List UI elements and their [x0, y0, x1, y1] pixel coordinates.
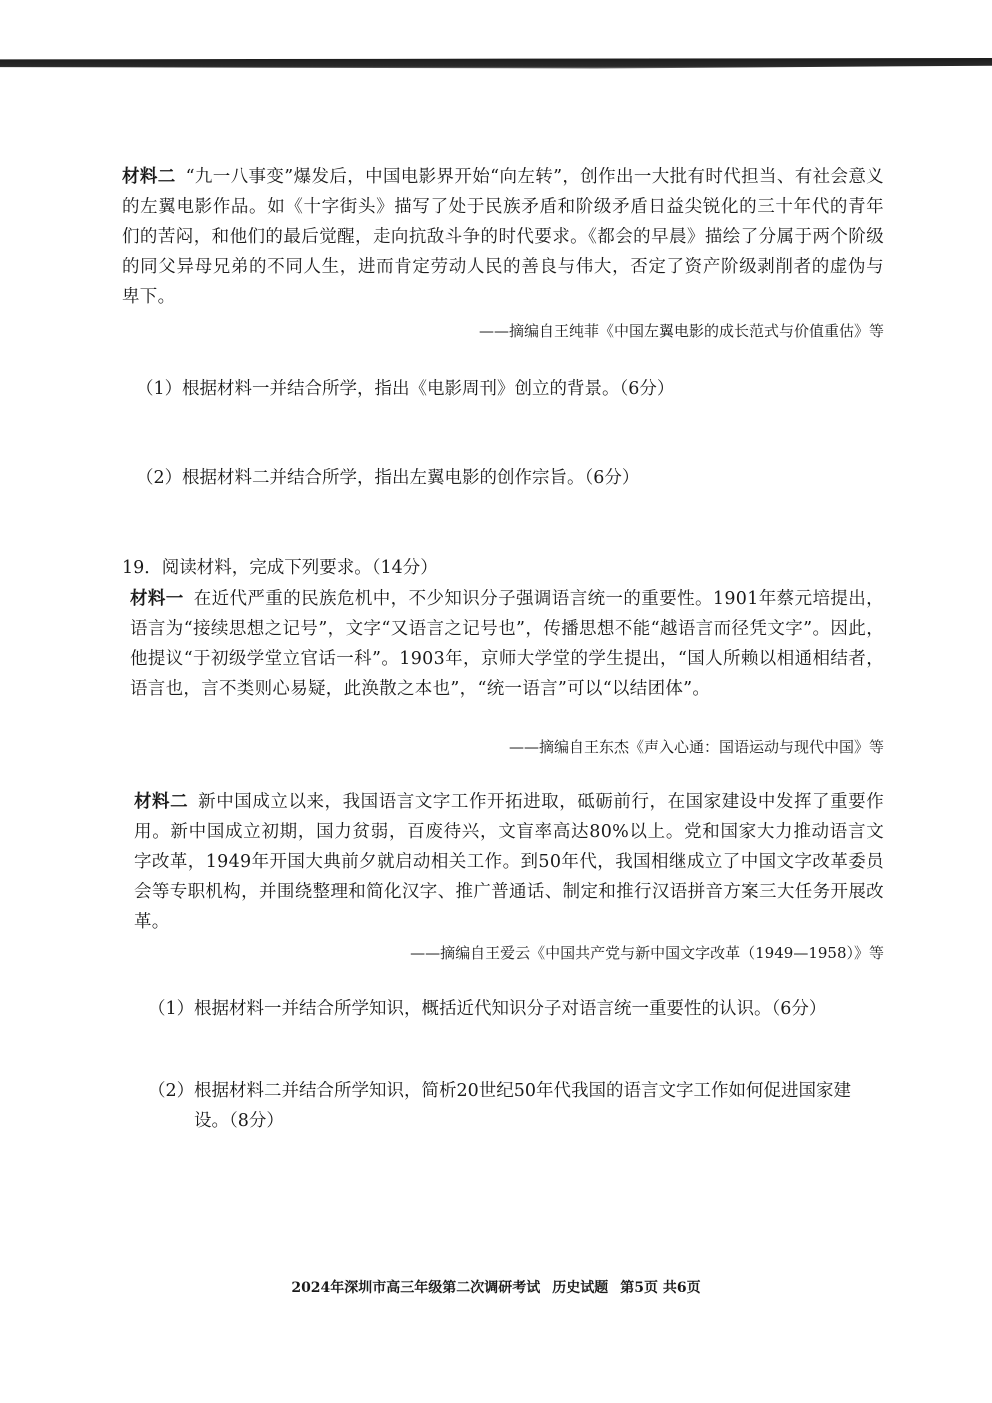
- subject-name: 历史试题: [552, 1280, 609, 1296]
- material-text: 新中国成立以来，我国语言文字工作开拓进取，砥砺前行，在国家建设中发挥了重要作用。新中国成立初期，国力贫弱，百废待兴，文盲率高达80%以上。党和国家大力推动语言文字改革，1949年开国大典前夕就启动相关工作。到50年代，我国相继成立了中国文字改革委员会等专职机构，并围绕整理和简化汉字、推广普通话、制定和推行汉语拼音方案三大任务开展改革。: [134, 792, 884, 932]
- question-text: 根据材料二并结合所学知识，简析20世纪50年代我国的语言文字工作如何促进国家建设。（8分）: [194, 1081, 852, 1131]
- material-source: ——摘编自王纯菲《中国左翼电影的成长范式与价值重估》等: [478, 322, 884, 340]
- scan-edge: [0, 58, 992, 72]
- question-19-2: [148, 1076, 884, 1136]
- page-footer: [0, 1277, 992, 1297]
- question-number: （2）: [148, 1081, 195, 1101]
- material-text: “九一八事变”爆发后，中国电影界开始“向左转”，创作出一大批有时代担当、有社会意义的左翼电影作品。如《十字街头》描写了处于民族矛盾和阶级矛盾日益尖锐化的三十年代的青年们的苦闷，和他们的最后觉醒，走向抗敌斗争的时代要求。《都会的早晨》描绘了分属于两个阶级的同父异母兄弟的不同人生，进而肯定劳动人民的善良与伟大，否定了资产阶级剥削者的虚伪与卑下。: [122, 167, 884, 307]
- page-number: 第5页 共6页: [620, 1280, 701, 1296]
- material-text: 在近代严重的民族危机中，不少知识分子强调语言统一的重要性。1901年蔡元培提出，语言为“接续思想之记号”，文字“又语言之记号也”，传播思想不能“越语言而径凭文字”。因此，他提议“于初级学堂立官话一科”。1903年，京师大学堂的学生提出，“国人所赖以相通相结者，语言也，言不类则心易疑，此涣散之本也”，“统一语言”可以“以结团体”。: [130, 589, 884, 699]
- material-label: 材料一: [130, 589, 184, 609]
- material-source: ——摘编自王东杰《声入心通：国语运动与现代中国》等: [508, 738, 884, 756]
- question-text: 根据材料一并结合所学知识，概括近代知识分子对语言统一重要性的认识。（6分）: [194, 999, 827, 1019]
- question-text: 根据材料一并结合所学，指出《电影周刊》创立的背景。（6分）: [182, 379, 675, 399]
- material-two-film: [122, 162, 884, 312]
- question-19-title: 19．阅读材料，完成下列要求。（14分）: [122, 558, 438, 578]
- material-source: ——摘编自王爱云《中国共产党与新中国文字改革（1949—1958）》等: [410, 944, 884, 962]
- question-number: （1）: [148, 999, 195, 1019]
- question-18-2: [136, 463, 639, 493]
- question-number: （2）: [136, 468, 183, 488]
- question-18-1: [136, 374, 674, 404]
- exam-title: 2024年深圳市高三年级第二次调研考试: [291, 1280, 541, 1296]
- material-label: 材料二: [134, 792, 189, 812]
- question-19-1: [148, 994, 826, 1024]
- material-label: 材料二: [122, 167, 176, 187]
- material-one-language: [130, 584, 884, 704]
- question-number: （1）: [136, 379, 183, 399]
- question-text: 根据材料二并结合所学，指出左翼电影的创作宗旨。（6分）: [182, 468, 640, 488]
- material-two-language: [134, 787, 884, 937]
